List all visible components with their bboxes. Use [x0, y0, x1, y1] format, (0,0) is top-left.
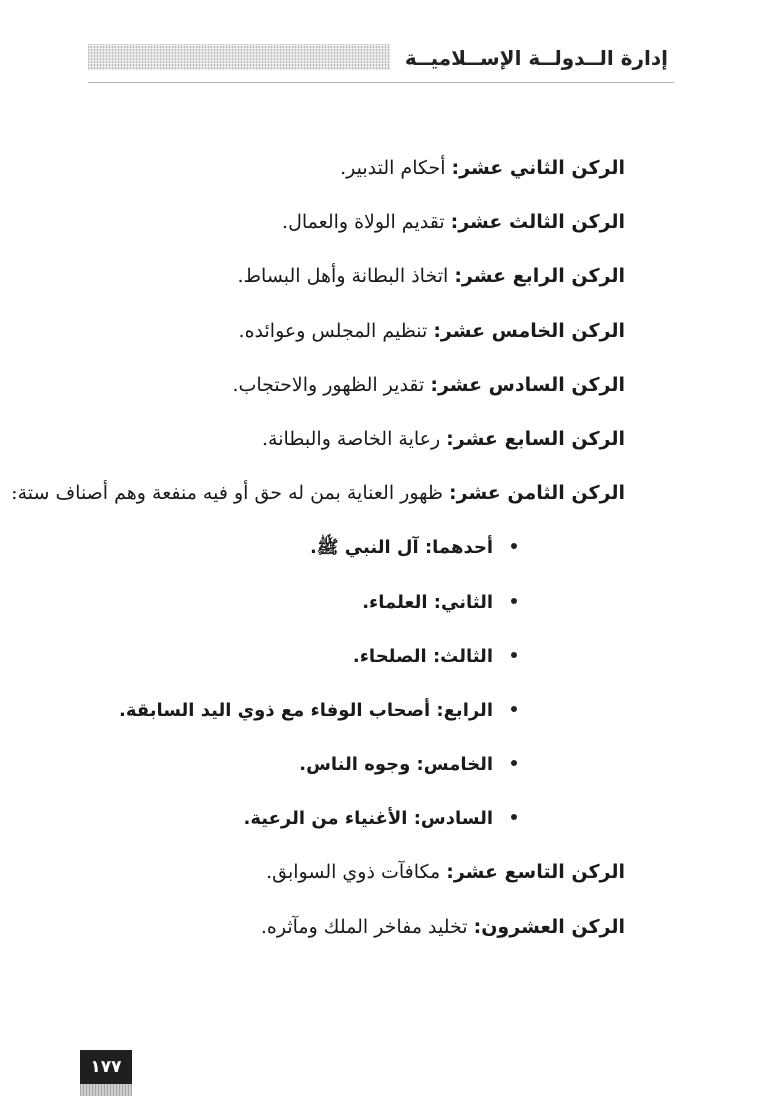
bullet-item — [45, 636, 625, 690]
page-body — [11, 148, 625, 961]
bullet-text: الرابع: أصحاب الوفاء مع ذوي اليد السابقة. — [118, 699, 493, 721]
pillar-separator: : — [446, 861, 454, 884]
pillar-separator: : — [454, 265, 462, 288]
pillar-line-19 — [45, 852, 625, 906]
pillar-separator: : — [450, 211, 459, 234]
bullet-item — [45, 798, 625, 852]
pillar-separator: : — [451, 157, 460, 179]
pillar-text: تخليد مفاخر الملك ومآثره. — [260, 915, 468, 938]
bullet-dot-icon — [511, 760, 517, 766]
bullet-dot-icon — [511, 706, 517, 712]
pillar-label: الركن الثامن عشر — [456, 482, 625, 505]
pillar-line-14 — [45, 256, 625, 310]
bullet-text: الخامس: وجوه الناس. — [299, 754, 493, 776]
pillar-text: رعاية الخاصة والبطانة. — [262, 427, 441, 450]
pillar-text: تنظيم المجلس وعوائده. — [238, 319, 428, 342]
pillar-separator: : — [473, 915, 482, 938]
pillar-text: مكافآت ذوي السوابق. — [266, 861, 441, 884]
pillar-line-13 — [45, 202, 625, 256]
pillar-label: الركن الرابع عشر — [461, 265, 625, 288]
pillar-label: الركن الثالث عشر — [458, 211, 625, 234]
bullet-item — [45, 582, 625, 636]
pillar-text: تقدير الظهور والاحتجاب. — [232, 373, 425, 396]
pillar-line-18 — [11, 473, 625, 527]
bullet-dot-icon — [511, 598, 517, 604]
running-header — [88, 40, 674, 83]
bullet-dot-icon — [511, 814, 517, 820]
bullet-item — [45, 690, 625, 744]
pillar-label: الركن الثاني عشر — [459, 157, 625, 179]
pillar-separator: : — [449, 482, 457, 505]
bullet-item — [45, 527, 625, 581]
bullet-dot-icon — [511, 543, 517, 549]
pillar-label: الركن السادس عشر — [437, 373, 625, 396]
pillar-separator: : — [446, 427, 454, 450]
bullet-text: الثاني: العلماء. — [362, 591, 493, 613]
pillar-text: اتخاذ البطانة وأهل البساط. — [237, 265, 449, 288]
pillar-label: الركن التاسع عشر — [453, 861, 625, 884]
pillar-label: الركن العشرون — [481, 915, 625, 938]
header-title: إدارة الــدولــة الإســلاميــة — [404, 46, 668, 70]
pillar-line-12 — [45, 148, 625, 202]
page-number-decorative-strip — [80, 1084, 132, 1096]
pillar-line-20 — [45, 907, 625, 961]
bullet-item — [45, 744, 625, 798]
pillar-label: الركن السابع عشر — [453, 427, 625, 450]
bullet-dot-icon — [511, 652, 517, 658]
pillar-separator: : — [430, 373, 438, 396]
pillar-separator: : — [433, 319, 441, 342]
pillar-text: أحكام التدبير. — [340, 157, 446, 179]
pillar-line-17 — [45, 419, 625, 473]
pillar-line-15 — [45, 311, 625, 365]
header-decorative-pattern — [88, 44, 390, 70]
pillar-line-16 — [45, 365, 625, 419]
pillar-text: ظهور العناية بمن له حق أو فيه منفعة وهم أصناف ستة: — [11, 482, 444, 505]
pillar-label: الركن الخامس عشر — [440, 319, 625, 342]
bullet-text: السادس: الأغنياء من الرعية. — [243, 808, 493, 830]
bullet-text: أحدهما: آل النبي ﷺ. — [309, 537, 493, 559]
bullet-text: الثالث: الصلحاء. — [352, 645, 493, 667]
page-number: ١٧٧ — [80, 1050, 132, 1084]
pillar-text: تقديم الولاة والعمال. — [282, 211, 445, 234]
